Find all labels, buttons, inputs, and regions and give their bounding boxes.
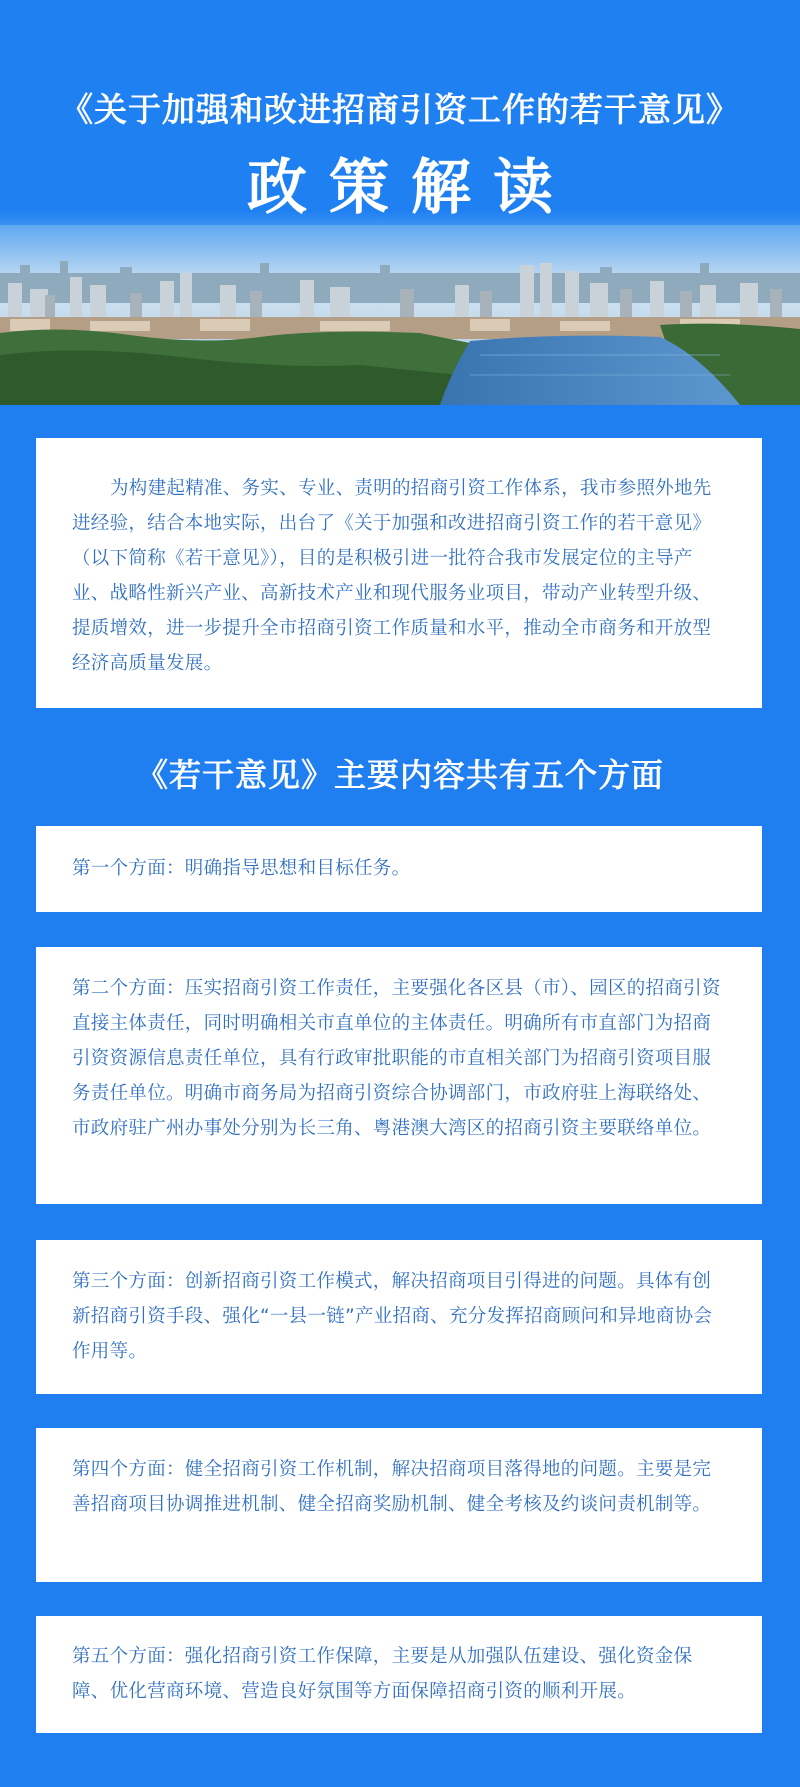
aspect-text: 第三个方面：创新招商引资工作模式，解决招商项目引得进的问题。具体有创新招商引资手段、强化“一县一链”产业招商、充分发挥招商顾问和异地商协会作用等。 [72,1271,713,1362]
aspect-card-2 [36,947,762,1204]
aspect-card-1 [36,826,762,912]
document-title: 《关于加强和改进招商引资工作的若干意见》 [60,90,740,129]
aspect-text: 第一个方面：明确指导思想和目标任务。 [72,858,411,879]
intro-card [36,438,762,708]
aspect-card-5 [36,1616,762,1733]
aspect-text: 第五个方面：强化招商引资工作保障，主要是从加强队伍建设、强化资金保障、优化营商环境、营造良好氛围等方面保障招商引资的顺利开展。 [72,1646,693,1702]
aspect-card-3 [36,1240,762,1394]
aspect-text: 第四个方面：健全招商引资工作机制，解决招商项目落得地的问题。主要是完善招商项目协调推进机制、健全招商奖励机制、健全考核及约谈问责机制等。 [72,1459,712,1515]
header-banner [0,0,800,405]
intro-text: 为构建起精准、务实、专业、责明的招商引资工作体系，我市参照外地先进经验，结合本地实际，出台了《关于加强和改进招商引资工作的若干意见》（以下简称《若干意见》），目的是积极引进一批符合我市发展定位的主导产业、战略性新兴产业、高新技术产业和现代服务业项目，带动产业转型升级、提质增效，进一步提升全市招商引资工作质量和水平，推动全市商务和开放型经济高质量发展。 [72,478,712,674]
section-heading: 《若干意见》主要内容共有五个方面 [135,756,664,794]
aspect-text: 第二个方面：压实招商引资工作责任，主要强化各区县（市）、园区的招商引资直接主体责任，同时明确相关市直单位的主体责任。明确所有市直部门为招商引资资源信息责任单位，具有行政审批职能的市直相关部门为招商引资项目服务责任单位。明确市商务局为招商引资综合协调部门，市政府驻上海联络处、市政府驻广州办事处分别为长三角、粤港澳大湾区的招商引资主要联络单位。 [72,978,721,1139]
aspect-card-4 [36,1428,762,1582]
city-skyline-image [0,225,800,405]
page-title: 政策解读 [247,153,575,223]
